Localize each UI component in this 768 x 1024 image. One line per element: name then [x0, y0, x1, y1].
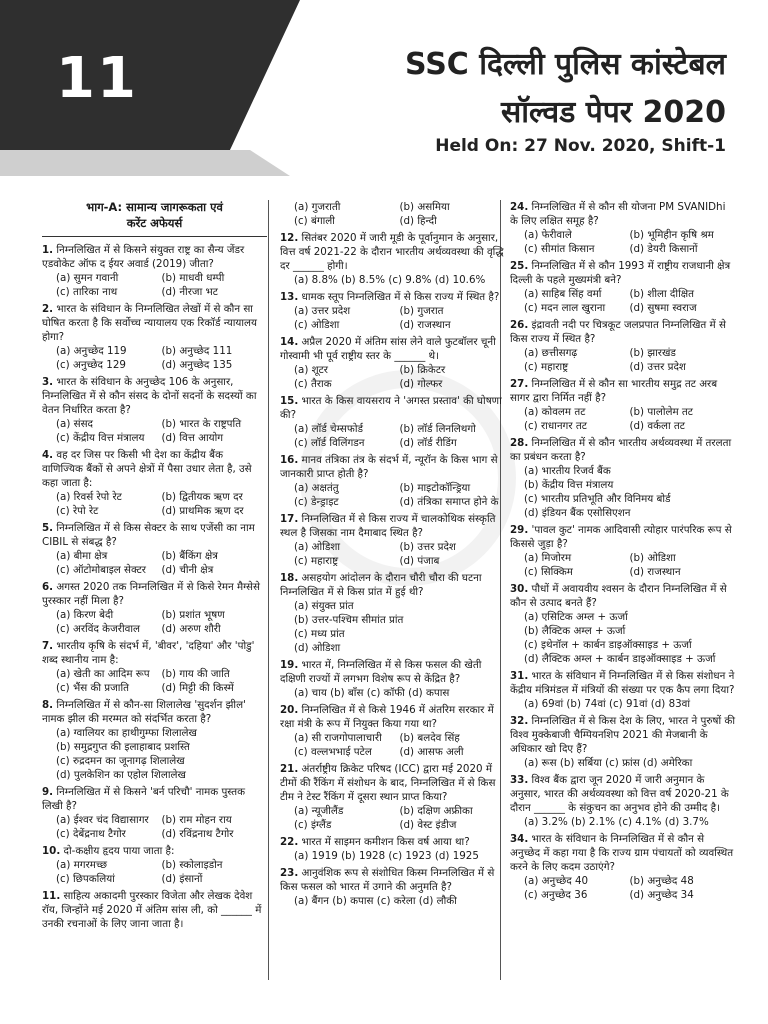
question-body: निम्नलिखित में से कौन सा भारतीय समुद्र तट अरब सागर द्वारा निर्मित नहीं है?	[510, 378, 718, 404]
question-text	[510, 832, 735, 874]
option: (c) अनुच्छेद 36	[524, 889, 588, 901]
question	[280, 866, 505, 908]
option: (b) केंद्रीय वित्त मंत्रालय	[524, 479, 614, 491]
option: (b) बलदेव सिंह	[399, 732, 460, 744]
option: (b) उत्तर-पश्चिम सीमांत प्रांत	[294, 614, 404, 626]
question	[42, 698, 267, 782]
question-body: अंतर्राष्ट्रीय क्रिकेट परिषद (ICC) द्वारा मई 2020 में टीमों की रैंकिंग में संशोधन के बाद, निम्नलिखित में से किस टीम ने टेस्ट रैंकिंग में दूसरा स्थान प्राप्त किया?	[280, 763, 496, 803]
question-number: 21.	[280, 763, 299, 775]
option: (c) ओडिशा	[294, 319, 340, 331]
option: (b) माइटोकॉन्ड्रिया	[399, 482, 471, 494]
question	[42, 243, 267, 299]
option: (b) अनुच्छेद 111	[161, 345, 233, 358]
option: (b) माधवी धम्पी	[161, 272, 225, 285]
option: (a) सुमन गवानी	[56, 272, 119, 285]
question-number: 31.	[510, 670, 529, 682]
option: (c) तैराक	[294, 378, 332, 390]
question-text	[510, 773, 735, 815]
option: (d) पुलकेशिन का एहोल शिलालेख	[56, 769, 186, 782]
option: (c) मध्य प्रांत	[294, 628, 345, 640]
option: (c) रुद्रदमन का जूनागढ़ शिलालेख	[56, 755, 185, 768]
option: (a) लॉर्ड चेम्सफोर्ड	[294, 423, 364, 435]
option: (a) मिजोरम	[524, 552, 572, 564]
question-body: निम्नलिखित में से किस देश के लिए, भारत ने पुरुषों की विश्व मुक्केबाजी चैम्पियनशिप 2021 की मेजबानी के अधिकार खो दिए हैं?	[510, 715, 735, 755]
question-number: 6.	[42, 581, 54, 594]
option: (d) मिट्टी की किस्में	[161, 682, 234, 695]
question-body: निम्नलिखित में से किस सेक्टर के साथ एजेंसी का नाम CIBIL से संबद्ध है?	[42, 522, 255, 549]
question	[510, 200, 735, 256]
question-number: 33.	[510, 774, 529, 786]
question	[280, 658, 505, 700]
question-number: 13.	[280, 291, 299, 303]
question	[42, 521, 267, 577]
question-text	[510, 259, 735, 287]
question-number: 25.	[510, 260, 529, 272]
question-body: भारत के संविधान के निम्नलिखित में से कौन से अनुच्छेद में कहा गया है कि राज्य ग्राम पंचायतों को व्यवस्थित करने के लिए कदम उठाएंगे?	[510, 833, 734, 873]
option: (a) साहिब सिंह वर्मा	[524, 288, 602, 300]
option: (b) झारखंड	[629, 347, 676, 359]
question-body: भारतीय कृषि के संदर्भ में, 'बीवर', 'दहिया' और 'पोडु' शब्द स्थानीय नाम है:	[42, 640, 255, 667]
question	[510, 259, 735, 315]
option: (d) इंडियन बैंक एसोसिएशन	[524, 507, 631, 519]
option: (b) उत्तर प्रदेश	[399, 541, 456, 553]
option-inline: (a) 3.2% (b) 2.1% (c) 4.1% (d) 3.7%	[524, 816, 709, 828]
column-divider	[268, 200, 269, 980]
question-body: धामक स्तूप निम्नलिखित में से किस राज्य में स्थित है?	[301, 291, 500, 303]
option: (d) उत्तर प्रदेश	[629, 361, 686, 373]
option: (a) फेरीवाले	[524, 229, 572, 241]
option: (d) वेस्ट इंडीज	[399, 819, 457, 831]
option-grid	[42, 667, 267, 695]
option: (c) भारतीय प्रतिभूति और विनिमय बोर्ड	[524, 493, 671, 505]
question-number: 24.	[510, 201, 529, 213]
option: (a) ईश्वर चंद विद्यासागर	[56, 814, 149, 827]
question-number: 27.	[510, 378, 529, 390]
question-text	[280, 231, 505, 273]
question-list	[42, 243, 267, 931]
option-grid	[42, 417, 267, 445]
option: (c) छिपकलियां	[56, 873, 115, 886]
option: (d) तंत्रिका समाप्त होने के	[399, 496, 499, 508]
option: (b) भूमिहीन कृषि श्रम	[629, 229, 714, 241]
question-text	[42, 302, 267, 344]
question-text	[280, 394, 505, 422]
question-body: निम्नलिखित में से किसने संयुक्त राष्ट्र का सैन्य जेंडर एडवोकेट ऑफ द ईयर अवार्ड (2019) जीता?	[42, 244, 245, 271]
option: (d) आसफ अली	[399, 746, 464, 758]
question-body: असहयोग आंदोलन के दौरान चौरी चौरा की घटना निम्नलिखित में से किस प्रांत में हुई थी?	[280, 572, 482, 598]
question	[510, 714, 735, 770]
option: (a) ग्वालियर का हाथीगुम्फा शिलालेख	[56, 727, 197, 740]
question-number: 32.	[510, 715, 529, 727]
question-body: निम्नलिखित में से किस राज्य में चालकोथिक संस्कृति स्थल है जिसका नाम दैमाबाद स्थित है?	[280, 513, 496, 539]
question	[510, 773, 735, 829]
question-body: निम्नलिखित में से कौन भारतीय अर्थव्यवस्था में तरलता का प्रबंधन करता है?	[510, 437, 732, 463]
question-number: 34.	[510, 833, 529, 845]
option-grid	[280, 804, 505, 832]
question-body: निम्नलिखित में से कौन सी योजना PM SVANIDhi के लिए लक्षित समूह है?	[510, 201, 726, 227]
question-number: 14.	[280, 336, 299, 348]
question	[42, 448, 267, 518]
option: (c) सीमांत किसान	[524, 243, 595, 255]
question-number: 10.	[42, 845, 61, 858]
option: (b) स्कोलाइडोन	[161, 859, 223, 872]
option: (b) गुजरात	[399, 305, 444, 317]
option-list	[510, 464, 735, 520]
option: (a) भारतीय रिजर्व बैंक	[524, 465, 611, 477]
question-body: निम्नलिखित में से किसने 'बर्न परिचौ' नामक पुस्तक लिखी है?	[42, 786, 246, 813]
option-list	[42, 726, 267, 782]
question-number: 29.	[510, 524, 529, 536]
question-body: पौधों में अवायवीय श्वसन के दौरान निम्नलिखित में से कौन से उत्पाद बनते हैं?	[510, 583, 727, 609]
option: (c) महाराष्ट्र	[524, 361, 569, 373]
option: (b) शीला दीक्षित	[629, 288, 694, 300]
option: (c) इथेनॉल + कार्बन डाइऑक्साइड + ऊर्जा	[524, 639, 692, 651]
question-body: मानव तंत्रिका तंत्र के संदर्भ में, न्यूरॉन के किस भाग से जानकारी प्राप्त होती है?	[280, 454, 498, 480]
option: (c) राधानगर तट	[524, 420, 587, 432]
question-number: 9.	[42, 786, 54, 799]
question-text	[42, 580, 267, 608]
question-text	[510, 523, 735, 551]
question-text	[280, 866, 505, 894]
question-body: इंद्रावती नदी पर चित्रकूट जलप्रपात निम्नलिखित में से किस राज्य में स्थित है?	[510, 319, 726, 345]
option-grid	[510, 228, 735, 256]
option: (a) संसद	[56, 418, 94, 431]
question	[280, 571, 505, 655]
option: (b) गाय की जाति	[161, 668, 230, 681]
option: (a) एसिटिक अम्ल + ऊर्जा	[524, 611, 628, 623]
question-number: 20.	[280, 704, 299, 716]
question-text	[280, 512, 505, 540]
option: (b) द्वितीयक ऋण दर	[161, 491, 243, 504]
option-list	[280, 599, 505, 655]
question-body: वह दर जिस पर किसी भी देश का केंद्रीय बैंक वाणिज्यिक बैंकों से अपने क्षेत्रों में पैसा उधार लेता है, उसे कहा जाता है:	[42, 449, 252, 490]
question	[510, 832, 735, 902]
question-number: 22.	[280, 836, 299, 848]
option: (c) ऑटोमोबाइल सेक्टर	[56, 564, 147, 577]
question	[280, 762, 505, 832]
option-inline: (a) 8.8% (b) 8.5% (c) 9.8% (d) 10.6%	[294, 274, 486, 286]
question-number: 1.	[42, 244, 54, 257]
question-text	[280, 658, 505, 686]
page-title-line1: SSC दिल्ली पुलिस कांस्टेबल	[404, 47, 726, 82]
question-body: निम्नलिखित में से किसे 1946 में अंतरिम सरकार में रक्षा मंत्री के रूप में नियुक्त किया गया था?	[280, 704, 494, 730]
option: (a) मगरमच्छ	[56, 859, 107, 872]
question-text	[280, 335, 505, 363]
option: (d) गोल्फर	[399, 378, 443, 390]
option: (b) ओडिशा	[629, 552, 676, 564]
option: (d) लॉर्ड रीडिंग	[399, 437, 457, 449]
option: (a) अनुच्छेद 40	[524, 875, 589, 887]
question	[280, 394, 505, 450]
option: (c) मदन लाल खुराना	[524, 302, 606, 314]
chapter-header	[0, 0, 768, 176]
option: (c) डेन्ड्राइट	[294, 496, 339, 508]
option: (c) भैंस की प्रजाति	[56, 682, 129, 695]
option: (b) असमिया	[399, 201, 450, 213]
option-grid	[510, 405, 735, 433]
option: (d) पंजाब	[399, 555, 440, 567]
question	[510, 377, 735, 433]
question-body: भारत में साइमन कमीशन किस वर्ष आया था?	[301, 836, 470, 848]
option: (d) रविंद्रनाथ टैगोर	[161, 828, 234, 841]
question-list	[280, 200, 505, 908]
option: (b) प्रशांत भूषण	[161, 609, 225, 622]
question-text	[280, 703, 505, 731]
question-number: 19.	[280, 659, 299, 671]
question	[280, 453, 505, 509]
option-inline: (a) 1919 (b) 1928 (c) 1923 (d) 1925	[294, 850, 479, 862]
option: (a) सी राजगोपालाचारी	[294, 732, 382, 744]
option: (c) सिक्किम	[524, 566, 573, 578]
question-number: 7.	[42, 640, 54, 653]
option: (b) क्रिकेटर	[399, 364, 446, 376]
question	[280, 703, 505, 759]
option-grid	[42, 608, 267, 636]
question-body: निम्नलिखित में से कौन 1993 में राष्ट्रीय राजधानी क्षेत्र दिल्ली के पहले मुख्यमंत्री बने?	[510, 260, 731, 286]
question-text	[510, 436, 735, 464]
page-title-line2: सॉल्वड पेपर 2020	[500, 95, 726, 130]
option-grid	[42, 344, 267, 372]
question	[42, 302, 267, 372]
option: (d) राजस्थान	[399, 319, 451, 331]
question	[42, 844, 267, 886]
option: (b) लैक्टिक अम्ल + ऊर्जा	[524, 625, 626, 637]
column-2	[280, 200, 505, 911]
question	[510, 669, 735, 711]
option: (d) हिन्दी	[399, 215, 437, 227]
option: (b) राम मोहन राय	[161, 814, 232, 827]
option: (a) अक्षतंतु	[294, 482, 339, 494]
question-body: भारत के संविधान में निम्नलिखित में से किस संशोधन ने केंद्रीय मंत्रिमंडल में मंत्रियों की संख्या पर एक कैप लगा दिया?	[510, 670, 735, 696]
question-body: भारत में, निम्नलिखित में से किस फसल की खेती दक्षिणी राज्यों में लगभग विशेष रूप से केंद्रित है?	[280, 659, 482, 685]
question-body: निम्नलिखित में से कौन-सा शिलालेख 'सुदर्शन झील' नामक झील की मरम्मत को संदर्भित करता है?	[42, 699, 246, 726]
question-text	[42, 521, 267, 549]
question	[280, 512, 505, 568]
option: (d) ओडिशा	[294, 642, 341, 654]
option: (d) इंसानों	[161, 873, 203, 886]
question-list	[510, 200, 735, 902]
question	[280, 335, 505, 391]
option-grid	[42, 858, 267, 886]
column-3	[510, 200, 735, 905]
option: (c) लॉर्ड विलिंगडन	[294, 437, 365, 449]
option: (a) किरण बेदी	[56, 609, 114, 622]
option-grid	[510, 874, 735, 902]
option: (b) पालोलेम तट	[629, 406, 693, 418]
question-number: 28.	[510, 437, 529, 449]
section-heading: भाग-A: सामान्य जागरूकता एवं करेंट अफेयर्स	[42, 200, 267, 237]
question-text	[42, 375, 267, 417]
column-1	[42, 200, 267, 934]
option-inline: (a) रूस (b) सर्बिया (c) फ्रांस (d) अमेरिका	[524, 757, 693, 769]
question-number: 4.	[42, 449, 54, 462]
option: (d) नीरजा भट	[161, 286, 218, 299]
option-grid	[280, 422, 505, 450]
question-number: 8.	[42, 699, 54, 712]
option: (d) वित्त आयोग	[161, 432, 224, 445]
question-text	[42, 889, 267, 931]
question-text	[510, 318, 735, 346]
option: (d) सुषमा स्वराज	[629, 302, 697, 314]
option: (b) लॉर्ड लिनलिथगो	[399, 423, 476, 435]
option-grid	[280, 731, 505, 759]
option-grid	[42, 271, 267, 299]
question-text	[280, 571, 505, 599]
question-number: 5.	[42, 522, 54, 535]
question	[280, 231, 505, 287]
question-body: दो-कक्षीय हृदय पाया जाता है:	[63, 845, 175, 858]
option: (c) तारिका नाथ	[56, 286, 118, 299]
question-text	[42, 785, 267, 813]
option: (d) अरुण शौरी	[161, 623, 221, 636]
question-body: विश्व बैंक द्वारा जून 2020 में जारी अनुमान के अनुसार, भारत की अर्थव्यवस्था को वित्त वर्ष 2020-21 के दौरान ______ के संकुचन का अनुभव होने की उम्मीद है।	[510, 774, 729, 814]
option-grid	[510, 346, 735, 374]
option: (b) अनुच्छेद 48	[629, 875, 694, 887]
question-text	[510, 714, 735, 756]
question-body: अगस्त 2020 तक निम्नलिखित में से किसे रेमन मैग्सेसे पुरस्कार नहीं मिला है?	[42, 581, 260, 608]
option: (a) न्यूजीलैंड	[294, 805, 344, 817]
option: (a) शूटर	[294, 364, 329, 376]
question-number: 23.	[280, 867, 299, 879]
question	[510, 318, 735, 374]
question-text	[42, 844, 267, 858]
question-number: 16.	[280, 454, 299, 466]
option: (a) अनुच्छेद 119	[56, 345, 127, 358]
question-body: भारत के संविधान के अनुच्छेद 106 के अनुसार, निम्नलिखित में से कौन संसद के दोनों सदनों के सदस्यों का वेतन निर्धारित करता है?	[42, 376, 257, 417]
option: (d) प्राथमिक ऋण दर	[161, 505, 244, 518]
option-grid	[280, 481, 505, 509]
question-number: 26.	[510, 319, 529, 331]
question-text	[280, 762, 505, 804]
option: (c) अरविंद केजरीवाल	[56, 623, 140, 636]
option: (b) समुद्रगुप्त की इलाहाबाद प्रशस्ति	[56, 741, 190, 754]
option: (b) दक्षिण अफ्रीका	[399, 805, 473, 817]
question-number: 17.	[280, 513, 299, 525]
option-inline: (a) बैंगन (b) कपास (c) करेला (d) लौकी	[294, 895, 457, 907]
question-body: 'पावल कुट' नामक आदिवासी त्योहार पारंपरिक रूप से किससे जुड़ा है?	[510, 524, 732, 550]
question	[510, 436, 735, 520]
question-text	[510, 200, 735, 228]
question-number: 12.	[280, 232, 299, 244]
option: (c) महाराष्ट्र	[294, 555, 339, 567]
question-number: 18.	[280, 572, 299, 584]
option: (d) वर्कला तट	[629, 420, 685, 432]
option: (c) देबेंद्रनाथ टैगोर	[56, 828, 126, 841]
question	[280, 290, 505, 332]
option: (d) डेयरी किसानों	[629, 243, 698, 255]
option-grid	[510, 287, 735, 315]
option-grid	[280, 540, 505, 568]
question-text	[280, 835, 505, 849]
option-inline: (a) चाय (b) बाँस (c) कॉफी (d) कपास	[294, 687, 450, 699]
question	[280, 835, 505, 863]
question-number: 30.	[510, 583, 529, 595]
question-body: भारत के संविधान के निम्नलिखित लेखों में से कौन सा घोषित करता है कि सर्वोच्च न्यायालय एक रिकॉर्ड न्यायालय होगा?	[42, 303, 257, 344]
option: (a) ओडिशा	[294, 541, 340, 553]
option: (b) भारत के राष्ट्रपति	[161, 418, 242, 431]
question-text	[42, 448, 267, 490]
option: (a) रिवर्स रेपो रेट	[56, 491, 122, 504]
option: (a) उत्तर प्रदेश	[294, 305, 351, 317]
option: (a) छत्तीसगढ़	[524, 347, 578, 359]
option-inline: (a) 69वां (b) 74वां (c) 91वां (d) 83वां	[524, 698, 691, 710]
option-list	[510, 610, 735, 666]
question-text	[510, 377, 735, 405]
option: (d) चीनी क्षेत्र	[161, 564, 214, 577]
option: (c) इंग्लैंड	[294, 819, 332, 831]
question-body: साहित्य अकादमी पुरस्कार विजेता और लेखक देवेश रॉय, जिन्होंने मई 2020 में अंतिम सांस ली, को ______ में उनकी रचनाओं के लिए जाना जाता है।	[42, 890, 262, 931]
option: (c) अनुच्छेद 129	[56, 359, 126, 372]
question	[510, 523, 735, 579]
option-grid	[42, 813, 267, 841]
question-text	[280, 453, 505, 481]
question	[280, 200, 505, 228]
option: (a) गुजराती	[294, 201, 341, 213]
option: (d) राजस्थान	[629, 566, 681, 578]
question-body: आनुवंशिक रूप से संशोधित किस्म निम्नलिखित में से किस फसल को भारत में उगाने की अनुमति है?	[280, 867, 495, 893]
question	[42, 889, 267, 931]
option: (c) बंगाली	[294, 215, 335, 227]
question	[42, 785, 267, 841]
question-body: सितंबर 2020 में जारी मूडी के पूर्वानुमान के अनुसार, वित्त वर्ष 2021-22 के दौरान भारतीय अर्थव्यवस्था की वृद्धि दर ______ होगी।	[280, 232, 504, 272]
option: (c) रेपो रेट	[56, 505, 99, 518]
option: (a) खेती का आदिम रूप	[56, 668, 150, 681]
question	[42, 639, 267, 695]
held-on-date: Held On: 27 Nov. 2020, Shift-1	[435, 136, 726, 156]
question-text	[510, 669, 735, 697]
question	[42, 580, 267, 636]
option-grid	[42, 549, 267, 577]
option: (a) बीमा क्षेत्र	[56, 550, 108, 563]
question-text	[280, 290, 505, 304]
question-body: अप्रैल 2020 में अंतिम सांस लेने वाले फुटबॉलर चूनी गोस्वामी भी पूर्व राष्ट्रीय स्तर के ______ थे।	[280, 336, 496, 362]
option: (a) संयुक्त प्रांत	[294, 600, 354, 612]
option-grid	[510, 551, 735, 579]
question-number: 11.	[42, 890, 61, 903]
option: (a) कोवलम तट	[524, 406, 586, 418]
question-number: 15.	[280, 395, 299, 407]
question	[42, 375, 267, 445]
question-text	[42, 243, 267, 271]
option-grid	[280, 363, 505, 391]
option: (d) अनुच्छेद 135	[161, 359, 233, 372]
question-text	[510, 582, 735, 610]
option-grid	[280, 200, 505, 228]
option: (d) लैक्टिक अम्ल + कार्बन डाइऑक्साइड + ऊर्जा	[524, 653, 716, 665]
question	[510, 582, 735, 666]
option: (c) केंद्रीय वित्त मंत्रालय	[56, 432, 145, 445]
question-text	[42, 639, 267, 667]
option: (b) बैंकिंग क्षेत्र	[161, 550, 218, 563]
option-grid	[280, 304, 505, 332]
question-text	[42, 698, 267, 726]
option: (c) वल्लभभाई पटेल	[294, 746, 372, 758]
question-body: भारत के किस वायसराय ने 'अगस्त प्रस्ताव' की घोषणा की?	[280, 395, 502, 421]
question-number: 2.	[42, 303, 54, 316]
question-number: 3.	[42, 376, 54, 389]
chapter-number: 11	[56, 46, 138, 111]
option-grid	[42, 490, 267, 518]
option: (d) अनुच्छेद 34	[629, 889, 694, 901]
